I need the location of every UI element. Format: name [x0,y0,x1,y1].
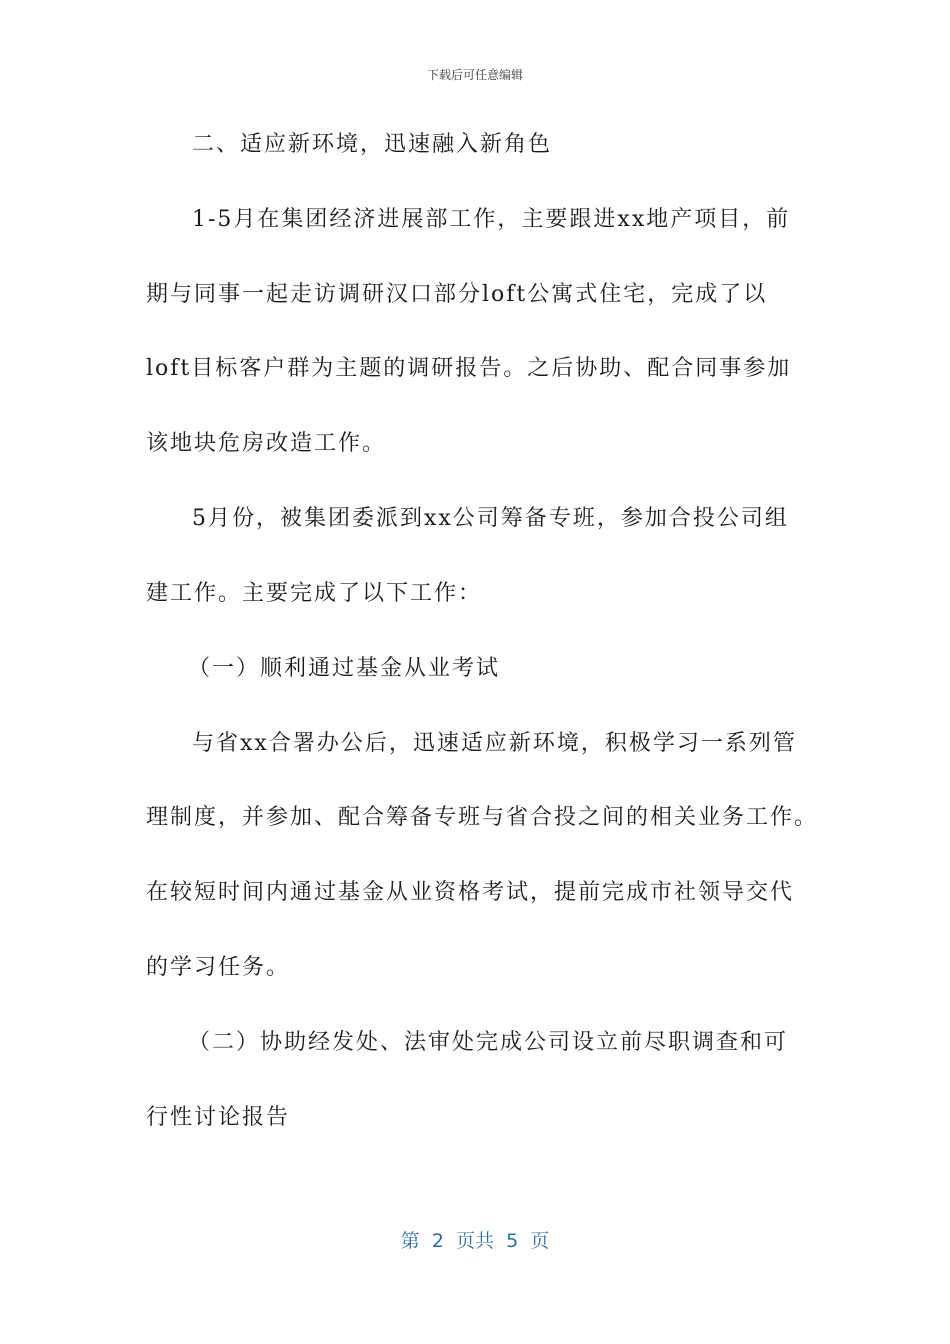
page-number: 第 2 页共 5 页 [400,1230,550,1252]
paragraph-line: 1-5月在集团经济进展部工作，主要跟进xx地产项目，前 [192,207,791,232]
section-heading: 二、适应新环境，迅速融入新角色 [192,132,553,157]
header-note: 下载后可任意编辑 [426,68,523,82]
paragraph-line: 在较短时间内通过基金从业资格考试，提前完成市社领导交代 [146,880,795,905]
paragraph-line: 行性讨论报告 [146,1105,291,1130]
paragraph-line: 的学习任务。 [146,955,291,980]
subsection-heading: （二）协助经发处、法审处完成公司设立前尽职调查和可 [188,1030,789,1055]
subsection-heading: （一）顺利通过基金从业考试 [188,656,501,681]
paragraph-line: 期与同事一起走访调研汉口部分loft公寓式住宅，完成了以 [146,282,768,307]
paragraph-line: loft目标客户群为主题的调研报告。之后协助、配合同事参加 [146,356,792,381]
paragraph-line: 5月份，被集团委派到xx公司筹备专班，参加合投公司组 [192,506,789,531]
paragraph-line: 建工作。主要完成了以下工作： [146,581,483,606]
paragraph-line: 该地块危房改造工作。 [146,431,387,456]
paragraph-line: 与省xx合署办公后，迅速适应新环境，积极学习一系列管 [192,731,797,756]
paragraph-line: 理制度，并参加、配合筹备专班与省合投之间的相关业务工作。 [146,805,819,830]
